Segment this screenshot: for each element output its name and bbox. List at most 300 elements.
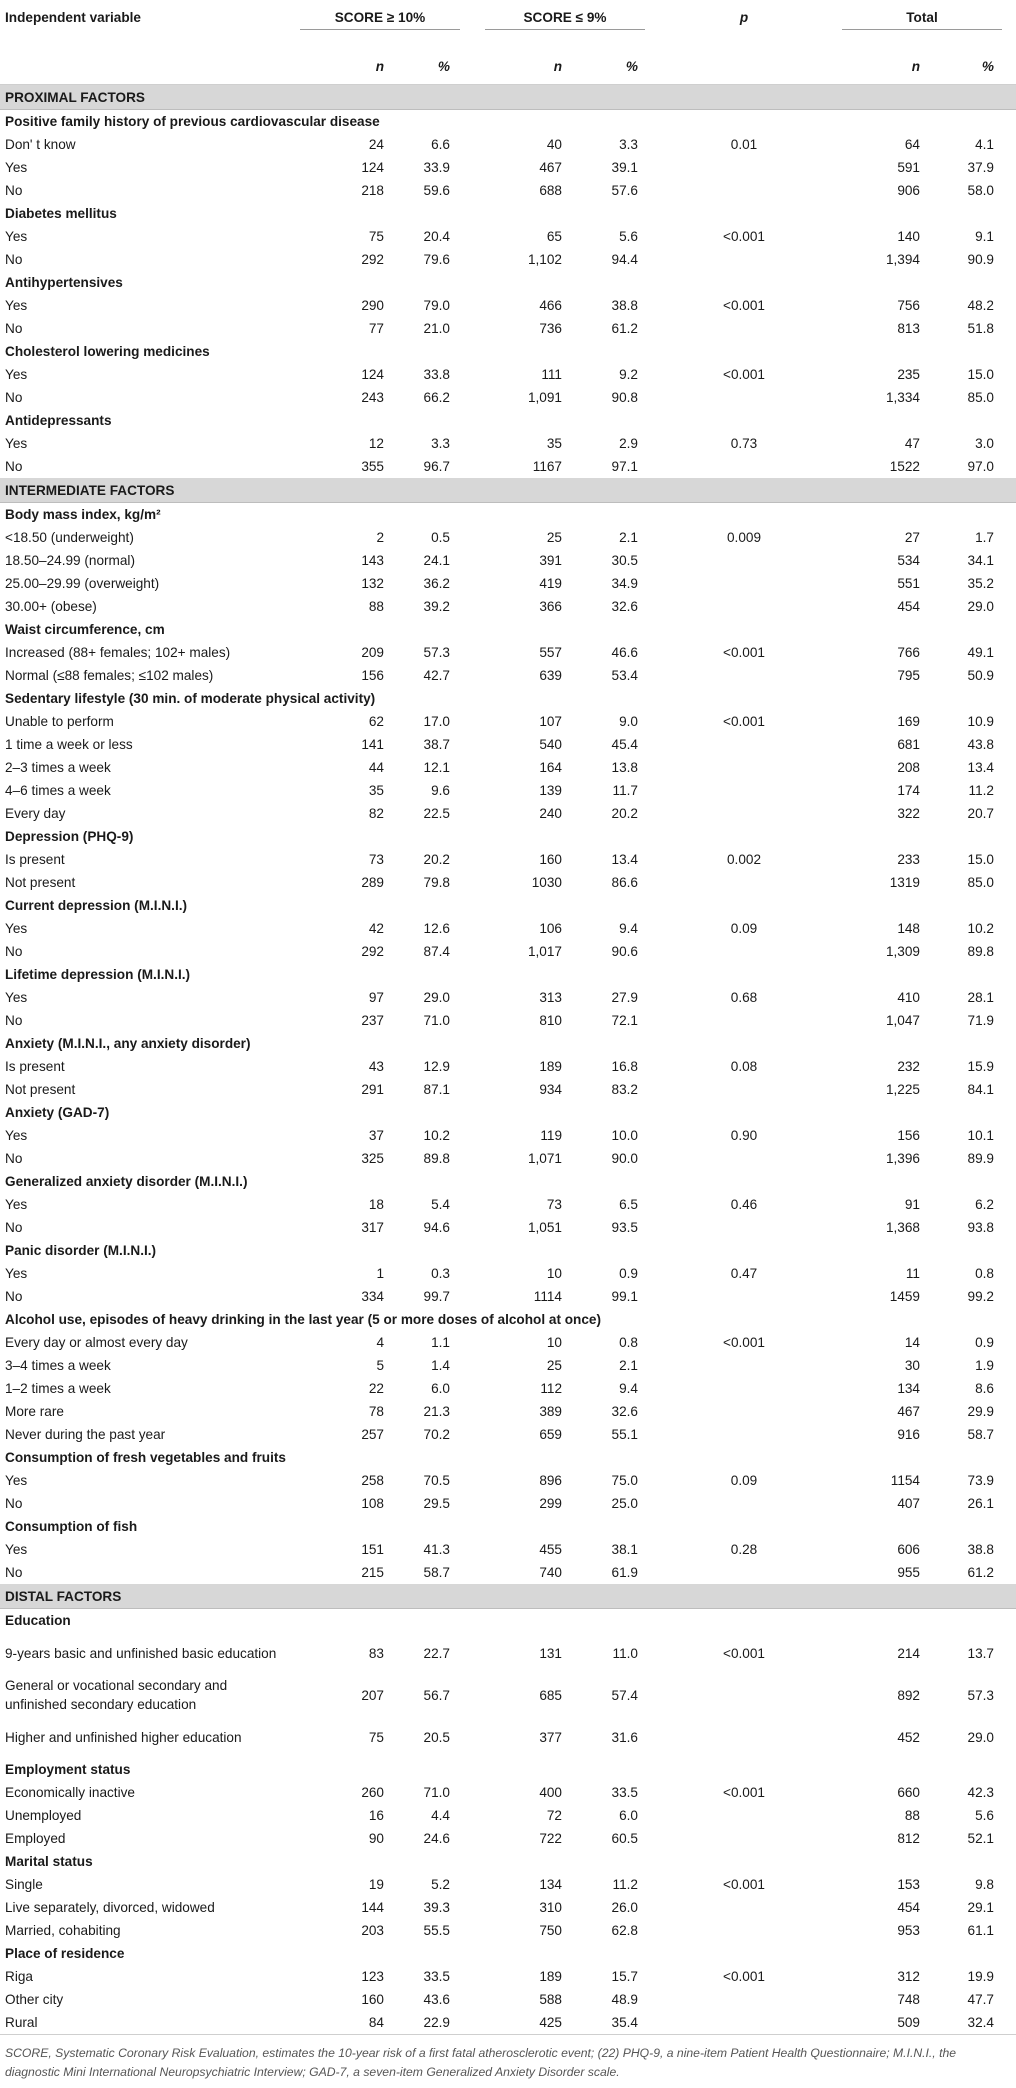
- cell-n-total: 1,047: [885, 1013, 920, 1028]
- cell-n-score-high: 42: [368, 921, 384, 936]
- cell-n-score-low: 425: [470, 2011, 568, 2035]
- group-header-row: [0, 1101, 1016, 1124]
- cell-pct-total: 13.7: [967, 1645, 994, 1661]
- cell-pct-score-low: 3.3: [619, 137, 638, 152]
- cell-pct-score-high: 66.2: [423, 390, 450, 405]
- cell-n-score-high: 43: [368, 1059, 384, 1074]
- cell-n-total: 534: [897, 553, 920, 568]
- cell-n-total: 312: [897, 1969, 920, 1984]
- cell-p-value: [660, 1827, 828, 1850]
- group-header-row: [0, 1850, 1016, 1873]
- cell-n-score-low: 111: [541, 367, 562, 382]
- cell-pct-total: 43.8: [967, 737, 994, 752]
- cell-p-value: <0.001: [723, 645, 765, 660]
- table-row: [0, 363, 1016, 386]
- cell-n-score-low: 240: [539, 806, 562, 821]
- cell-pct-score-high: 39.3: [423, 1900, 450, 1915]
- cell-pct-score-low: 31.6: [611, 1729, 638, 1745]
- group-title: Antidepressants: [5, 413, 112, 428]
- group-header-row: [0, 618, 1016, 641]
- cell-n-total: 88: [904, 1808, 920, 1823]
- cell-pct-score-high: 6.6: [431, 137, 450, 152]
- cell-n-score-high: 258: [361, 1473, 384, 1488]
- cell-pct-score-low: 9.4: [619, 921, 638, 936]
- group-header-row: [0, 963, 1016, 986]
- cell-p-value: <0.001: [723, 1335, 765, 1350]
- cell-pct-score-high: 4.4: [431, 1808, 450, 1823]
- cell-n-score-high: 132: [361, 576, 384, 591]
- table-row: [0, 1538, 1016, 1561]
- cell-pct-score-low: 86.6: [611, 875, 638, 890]
- cell-pct-score-low: 16.8: [611, 1059, 638, 1074]
- cell-n-score-low: 659: [539, 1427, 562, 1442]
- cell-pct-score-low: 9.0: [619, 714, 638, 729]
- table-row: [0, 1716, 1016, 1758]
- cell-pct-score-low: 45.4: [611, 737, 638, 752]
- cell-n-total: 232: [897, 1059, 920, 1074]
- header-total: Total: [828, 0, 1016, 48]
- cell-p-value: [660, 1423, 828, 1446]
- cell-n-score-high: 108: [361, 1496, 384, 1511]
- row-label: Higher and unfinished higher education: [5, 1729, 242, 1745]
- group-header-row: [0, 825, 1016, 848]
- header-n: n: [470, 48, 568, 85]
- cell-pct-score-high: 12.1: [423, 760, 450, 775]
- cell-p-value: [660, 455, 828, 478]
- row-label: Yes: [5, 1266, 28, 1281]
- row-label: Unemployed: [5, 1808, 82, 1823]
- table-row: [0, 1804, 1016, 1827]
- cell-n-total: 813: [897, 321, 920, 336]
- cell-pct-score-high: 22.7: [423, 1645, 450, 1661]
- group-title: Current depression (M.I.N.I.): [5, 898, 188, 913]
- group-title: Cholesterol lowering medicines: [5, 344, 210, 359]
- cell-n-total: 906: [897, 183, 920, 198]
- cell-n-score-high: 12: [368, 436, 384, 451]
- cell-pct-score-high: 58.7: [423, 1565, 450, 1580]
- cell-n-score-low: 1,051: [527, 1220, 562, 1235]
- table-row: [0, 2011, 1016, 2035]
- cell-n-score-low: 1,091: [527, 390, 562, 405]
- cell-pct-score-low: 38.8: [611, 298, 638, 313]
- table-row: [0, 317, 1016, 340]
- table-row: [0, 940, 1016, 963]
- cell-pct-score-low: 48.9: [611, 1992, 638, 2007]
- cell-n-total: 1154: [890, 1473, 920, 1488]
- row-label: No: [5, 1496, 23, 1511]
- cell-n-score-high: 35: [368, 783, 384, 798]
- cell-n-score-high: 141: [361, 737, 384, 752]
- cell-pct-score-high: 10.2: [423, 1128, 450, 1143]
- row-label: No: [5, 1565, 23, 1580]
- row-label: 1 time a week or less: [5, 737, 133, 752]
- cell-p-value: <0.001: [723, 1969, 765, 1984]
- cell-n-score-low: 40: [546, 137, 562, 152]
- cell-pct-score-high: 29.0: [423, 990, 450, 1005]
- cell-n-score-low: 685: [539, 1687, 562, 1703]
- cell-n-total: 591: [897, 160, 920, 175]
- cell-p-value: [660, 595, 828, 618]
- cell-pct-total: 29.0: [967, 599, 994, 614]
- group-header-row: [0, 1446, 1016, 1469]
- cell-pct-total: 38.8: [967, 1542, 994, 1557]
- cell-n-total: 214: [897, 1645, 920, 1661]
- row-label: Yes: [5, 1128, 28, 1143]
- cell-n-score-low: 1030: [531, 875, 562, 890]
- row-label: Normal (≤88 females; ≤102 males): [5, 668, 214, 683]
- cell-n-score-low: 588: [539, 1992, 562, 2007]
- table-row: [0, 156, 1016, 179]
- cell-n-total: 454: [897, 1900, 920, 1915]
- section-title: PROXIMAL FACTORS: [0, 85, 1016, 110]
- cell-pct-score-low: 90.6: [611, 944, 638, 959]
- cell-pct-score-low: 94.4: [611, 252, 638, 267]
- cell-pct-total: 13.4: [967, 760, 994, 775]
- cell-n-score-low: 1,071: [527, 1151, 562, 1166]
- cell-n-score-high: 19: [368, 1877, 384, 1892]
- table-row: [0, 225, 1016, 248]
- cell-n-score-high: 292: [361, 944, 384, 959]
- table-row: [0, 1400, 1016, 1423]
- table-row: [0, 1492, 1016, 1515]
- footnote: SCORE, Systematic Coronary Risk Evaluation, estimates the 10-year risk of a first fatal atherosclerotic event; (22) PHQ-9, a nine-item Patient Health Questionnaire; M.I.N.I., the diagnostic Mini International Neuropsychiatric Interview; GAD-7, a seven-item Generalized Anxiety Disorder scale.: [5, 2046, 957, 2079]
- cell-p-value: [660, 1285, 828, 1308]
- cell-n-score-high: 203: [361, 1923, 384, 1938]
- cell-pct-score-high: 57.3: [423, 645, 450, 660]
- cell-pct-total: 90.9: [967, 252, 994, 267]
- group-title: Place of residence: [5, 1946, 125, 1961]
- cell-pct-score-low: 26.0: [611, 1900, 638, 1915]
- cell-pct-score-low: 32.6: [611, 599, 638, 614]
- cell-n-score-low: 160: [539, 852, 562, 867]
- cell-p-value: [660, 156, 828, 179]
- cell-n-score-high: 75: [368, 229, 384, 244]
- table-row: [0, 710, 1016, 733]
- row-label: Increased (88+ females; 102+ males): [5, 645, 231, 660]
- cell-n-total: 551: [897, 576, 920, 591]
- cell-pct-total: 0.9: [975, 1335, 994, 1350]
- cell-pct-score-low: 57.6: [611, 183, 638, 198]
- row-label: No: [5, 1289, 23, 1304]
- cell-n-total: 91: [904, 1197, 920, 1212]
- cell-pct-total: 35.2: [967, 576, 994, 591]
- row-label: More rare: [5, 1404, 64, 1419]
- cell-pct-total: 49.1: [967, 645, 994, 660]
- cell-pct-total: 93.8: [967, 1220, 994, 1235]
- row-label: Don' t know: [5, 137, 76, 152]
- row-label: 3–4 times a week: [5, 1358, 111, 1373]
- cell-p-value: <0.001: [723, 1645, 765, 1661]
- cell-n-score-low: 189: [539, 1059, 562, 1074]
- cell-pct-score-low: 33.5: [611, 1785, 638, 1800]
- cell-p-value: 0.002: [726, 852, 762, 867]
- cell-n-score-low: 688: [539, 183, 562, 198]
- cell-pct-score-low: 11.2: [612, 1877, 638, 1892]
- cell-n-score-high: 292: [361, 252, 384, 267]
- table-row: [0, 917, 1016, 940]
- cell-n-total: 322: [897, 806, 920, 821]
- row-label: Every day or almost every day: [5, 1335, 188, 1350]
- cell-pct-score-high: 71.0: [423, 1785, 450, 1800]
- cell-n-score-low: 366: [539, 599, 562, 614]
- cell-n-score-low: 810: [539, 1013, 562, 1028]
- cell-n-score-high: 77: [368, 321, 384, 336]
- cell-n-total: 452: [897, 1729, 920, 1745]
- cell-p-value: [660, 1216, 828, 1239]
- row-label: <18.50 (underweight): [5, 530, 134, 545]
- cell-p-value: [660, 317, 828, 340]
- table-row: [0, 1147, 1016, 1170]
- cell-pct-score-low: 61.9: [611, 1565, 638, 1580]
- cell-n-score-high: 237: [361, 1013, 384, 1028]
- cell-pct-total: 34.1: [967, 553, 994, 568]
- cell-n-score-high: 144: [361, 1900, 384, 1915]
- cell-n-score-high: 123: [361, 1969, 384, 1984]
- group-title: Consumption of fresh vegetables and fruits: [5, 1450, 286, 1465]
- cell-p-value: [660, 1896, 828, 1919]
- cell-n-score-high: 78: [368, 1404, 384, 1419]
- cell-n-score-high: 215: [361, 1565, 384, 1580]
- row-label: No: [5, 459, 23, 474]
- cell-pct-score-low: 6.0: [619, 1808, 638, 1823]
- cell-n-total: 174: [897, 783, 920, 798]
- cell-n-total: 235: [897, 367, 920, 382]
- group-header-row: [0, 1170, 1016, 1193]
- cell-n-score-low: 106: [539, 921, 562, 936]
- cell-pct-score-high: 70.2: [423, 1427, 450, 1442]
- group-header-row: [0, 1609, 1016, 1633]
- cell-pct-total: 47.7: [967, 1992, 994, 2007]
- cell-pct-score-low: 90.8: [611, 390, 638, 405]
- table-row: [0, 1674, 1016, 1716]
- cell-pct-score-low: 83.2: [611, 1082, 638, 1097]
- group-title: Diabetes mellitus: [5, 206, 117, 221]
- group-title: Sedentary lifestyle (30 min. of moderate physical activity): [5, 691, 376, 706]
- cell-p-value: [660, 733, 828, 756]
- row-label: 4–6 times a week: [5, 783, 111, 798]
- group-title: Alcohol use, episodes of heavy drinking in the last year (5 or more doses of alcohol at once): [5, 1312, 602, 1327]
- cell-p-value: [660, 940, 828, 963]
- cell-pct-score-high: 17.0: [423, 714, 450, 729]
- cell-p-value: [660, 779, 828, 802]
- row-label: Unable to perform: [5, 714, 114, 729]
- cell-n-total: 47: [904, 436, 920, 451]
- cell-pct-total: 4.1: [975, 137, 994, 152]
- row-label: Other city: [5, 1992, 64, 2007]
- cell-n-score-low: 310: [539, 1900, 562, 1915]
- row-label: Yes: [5, 990, 28, 1005]
- cell-pct-total: 42.3: [967, 1785, 994, 1800]
- cell-p-value: [660, 1561, 828, 1584]
- cell-n-score-low: 164: [539, 760, 562, 775]
- table-row: [0, 432, 1016, 455]
- cell-n-score-high: 90: [368, 1831, 384, 1846]
- cell-pct-total: 97.0: [967, 459, 994, 474]
- row-label: 25.00–29.99 (overweight): [5, 576, 160, 591]
- cell-pct-score-low: 9.4: [619, 1381, 638, 1396]
- cell-n-score-high: 1: [376, 1266, 384, 1281]
- cell-n-score-low: 736: [539, 321, 562, 336]
- cell-pct-score-low: 61.2: [611, 321, 638, 336]
- table-row: [0, 1009, 1016, 1032]
- section-header-row: [0, 478, 1016, 503]
- cell-n-score-high: 317: [361, 1220, 384, 1235]
- cell-n-score-high: 289: [361, 875, 384, 890]
- cell-n-total: 140: [897, 229, 920, 244]
- cell-p-value: [660, 2011, 828, 2035]
- table-row: [0, 572, 1016, 595]
- row-label: General or vocational secondary and unfinished secondary education: [5, 1678, 228, 1712]
- cell-p-value: [660, 664, 828, 687]
- cell-n-total: 169: [897, 714, 920, 729]
- row-label: 1–2 times a week: [5, 1381, 111, 1396]
- table-row: [0, 1216, 1016, 1239]
- row-label: Riga: [5, 1969, 33, 1984]
- table-row: [0, 871, 1016, 894]
- row-label: Single: [5, 1877, 43, 1892]
- group-title: Lifetime depression (M.I.N.I.): [5, 967, 191, 982]
- row-label: No: [5, 1151, 23, 1166]
- table-row: [0, 1781, 1016, 1804]
- cell-pct-score-high: 55.5: [423, 1923, 450, 1938]
- group-title: Depression (PHQ-9): [5, 829, 134, 844]
- cell-n-score-high: 355: [361, 459, 384, 474]
- cell-pct-score-low: 5.6: [619, 229, 638, 244]
- table-body: [0, 85, 1016, 2035]
- header-n: n: [290, 48, 390, 85]
- cell-n-total: 916: [897, 1427, 920, 1442]
- cell-n-score-high: 260: [361, 1785, 384, 1800]
- cell-pct-score-low: 62.8: [611, 1923, 638, 1938]
- cell-pct-total: 58.0: [967, 183, 994, 198]
- cell-pct-total: 1.7: [975, 530, 994, 545]
- cell-pct-score-high: 79.0: [423, 298, 450, 313]
- cell-n-total: 756: [897, 298, 920, 313]
- cell-pct-total: 71.9: [967, 1013, 994, 1028]
- cell-n-total: 1,394: [885, 252, 920, 267]
- cell-pct-total: 32.4: [926, 2011, 1016, 2035]
- cell-pct-total: 48.2: [967, 298, 994, 313]
- cell-pct-score-low: 72.1: [611, 1013, 638, 1028]
- table-row: [0, 179, 1016, 202]
- header-pct: %: [390, 48, 470, 85]
- cell-n-score-low: 131: [539, 1645, 562, 1661]
- cell-n-total: 660: [897, 1785, 920, 1800]
- cell-pct-score-low: 75.0: [611, 1473, 638, 1488]
- cell-n-score-high: 291: [361, 1082, 384, 1097]
- table-row: [0, 779, 1016, 802]
- cell-pct-score-high: 36.2: [423, 576, 450, 591]
- cell-p-value: <0.001: [723, 1785, 765, 1800]
- cell-n-score-low: 299: [539, 1496, 562, 1511]
- header-n: n: [828, 48, 926, 85]
- table-row: [0, 664, 1016, 687]
- cell-pct-total: 61.2: [967, 1565, 994, 1580]
- cell-pct-score-low: 2.1: [619, 1358, 638, 1373]
- cell-n-score-low: 377: [539, 1729, 562, 1745]
- row-label: Employed: [5, 1831, 66, 1846]
- cell-pct-total: 20.7: [967, 806, 994, 821]
- cell-pct-score-low: 11.7: [612, 783, 638, 798]
- cell-n-score-high: 156: [361, 668, 384, 683]
- section-header-row: [0, 85, 1016, 110]
- cell-n-total: 748: [897, 1992, 920, 2007]
- row-label: Economically inactive: [5, 1785, 135, 1800]
- row-label: Live separately, divorced, widowed: [5, 1900, 215, 1915]
- cell-pct-score-low: 25.0: [611, 1496, 638, 1511]
- cell-n-score-high: 5: [376, 1358, 384, 1373]
- row-label: No: [5, 321, 23, 336]
- header-pct: %: [926, 48, 1016, 85]
- cell-p-value: 0.08: [730, 1059, 758, 1074]
- cell-pct-score-low: 60.5: [611, 1831, 638, 1846]
- table-row: [0, 986, 1016, 1009]
- cell-n-total: 233: [897, 852, 920, 867]
- group-header-row: [0, 202, 1016, 225]
- cell-pct-score-high: 33.8: [423, 367, 450, 382]
- cell-pct-total: 50.9: [967, 668, 994, 683]
- table-row: [0, 733, 1016, 756]
- cell-n-score-high: 44: [368, 760, 384, 775]
- cell-n-score-low: 134: [539, 1877, 562, 1892]
- cell-pct-score-high: 39.2: [423, 599, 450, 614]
- group-title: Generalized anxiety disorder (M.I.N.I.): [5, 1174, 248, 1189]
- cell-n-score-high: 160: [361, 1992, 384, 2007]
- cell-n-score-high: 207: [361, 1687, 384, 1703]
- cell-n-total: 606: [897, 1542, 920, 1557]
- cell-pct-score-low: 93.5: [611, 1220, 638, 1235]
- cell-p-value: <0.001: [723, 229, 765, 244]
- group-title: Consumption of fish: [5, 1519, 138, 1534]
- group-header-row: [0, 409, 1016, 432]
- cell-n-total: 410: [897, 990, 920, 1005]
- cell-pct-score-low: 2.9: [619, 436, 638, 451]
- cell-pct-score-high: 33.9: [423, 160, 450, 175]
- cell-n-total: 1522: [889, 459, 920, 474]
- group-header-row: [0, 1758, 1016, 1781]
- cell-n-score-low: 722: [539, 1831, 562, 1846]
- cell-pct-score-high: 70.5: [423, 1473, 450, 1488]
- cell-p-value: 0.73: [730, 436, 758, 451]
- cell-pct-score-low: 20.2: [611, 806, 638, 821]
- cell-pct-score-low: 10.0: [611, 1128, 638, 1143]
- cell-n-score-high: 243: [361, 390, 384, 405]
- cell-pct-score-low: 6.5: [619, 1197, 638, 1212]
- row-label: Yes: [5, 1197, 28, 1212]
- cell-pct-score-low: 97.1: [611, 459, 638, 474]
- cell-n-total: 1,334: [885, 390, 920, 405]
- cell-p-value: <0.001: [723, 298, 765, 313]
- cell-p-value: [660, 871, 828, 894]
- cell-pct-total: 99.2: [967, 1289, 994, 1304]
- cell-pct-score-low: 2.1: [619, 530, 638, 545]
- cell-pct-score-high: 20.2: [423, 852, 450, 867]
- header-row-sub: [0, 48, 1016, 85]
- cell-p-value: [660, 1377, 828, 1400]
- row-label: No: [5, 183, 23, 198]
- cell-p-value: 0.09: [730, 921, 758, 936]
- cell-n-total: 208: [897, 760, 920, 775]
- cell-n-total: 953: [897, 1923, 920, 1938]
- cell-pct-score-high: 6.0: [431, 1381, 450, 1396]
- cell-pct-score-high: 41.3: [423, 1542, 450, 1557]
- cell-n-score-low: 189: [539, 1969, 562, 1984]
- cell-p-value: [660, 179, 828, 202]
- cell-pct-score-high: 0.3: [431, 1266, 450, 1281]
- cell-n-score-low: 72: [546, 1808, 562, 1823]
- cell-pct-score-low: 34.9: [611, 576, 638, 591]
- cell-n-total: 955: [897, 1565, 920, 1580]
